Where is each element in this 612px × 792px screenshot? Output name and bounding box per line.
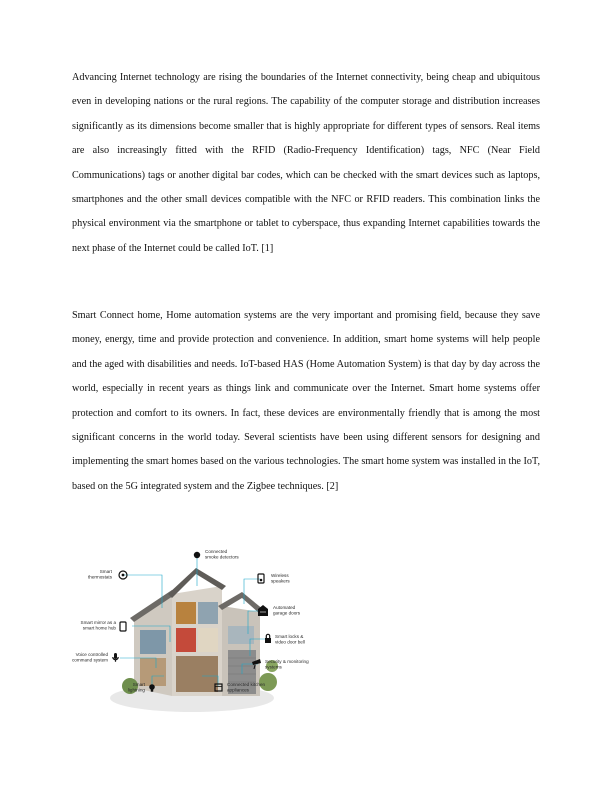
label-security-line2: systems [265,664,282,670]
label-smoke-line1: Connected [205,549,228,554]
smart-mirror-icon [120,622,126,631]
paragraph-1: Advancing Internet technology are rising the boundaries of the Internet connectivity, being cheap and ubiquitous even in developing nations or the rural regions. The capability of the computer storage and distribution increases significantly as its dimensions become smaller that is highly appropriate for different types of sensors. Real items are also increasingly fitted with the RFID (Radio-Frequency Identification) tags, NFC (Near Field Communications) tags or another digital bar codes, which can be checked with the smart devices such as laptops, smartphones and the other small devices compatible with the NFC or RFID readers. This combination links the physical environment via the smartphone or tablet to cyberspace, thus expanding Internet capabilities towards the next phase of the Internet could be called IoT. [1] [72,72,540,254]
label-mirror-line1: Smart mirror as a [80,620,116,625]
label-security-line1: Security & monitoring [265,659,309,664]
label-garage-line2: garage doors [273,610,301,616]
label-lighting-line1: Smart [132,682,145,687]
label-locks-line1: Smart locks & [275,634,304,639]
paragraph-2: Smart Connect home, Home automation systems are the very important and promising field, because they save money, energy, time and provide protection and convenience. In addition, smart home systems will help people and the aged with disabilities and needs. IoT-based HAS (Home Automation System) is that day by day across the world, especially in recent years as things link and communicate over the Internet. Smart home systems offer protection and comfort to its owners. In fact, these devices are environmentally friendly that is among the most significant concerns in the world today. Several scientists have been using different sensors for designing and implementing the smart homes based on the various technologies. The smart home system was installed in the IoT, based on the 5G integrated system and the Zigbee techniques. [2] [72,310,540,492]
label-mirror-line2: smart home hub [82,625,116,631]
label-lighting-line2: lightning [127,687,145,693]
label-speakers-line2: speakers [271,578,290,584]
label-kitchen-line2: appliances [227,687,249,693]
label-smoke-line2: smoke detectors [205,554,239,560]
label-kitchen-line1: Connected kitchen [227,682,266,687]
label-garage-line1: Automated [273,605,296,610]
label-speakers-line1: Wireless [271,573,289,578]
lock-icon [265,634,271,643]
label-thermostats-line2: thermostats [88,574,112,580]
smoke-detector-icon [194,552,200,558]
label-voice-line1: Voice controlled [75,652,108,657]
house-illustration-icon [122,568,278,696]
smart-home-figure [72,546,316,724]
label-locks-line2: video door bell [275,639,305,645]
label-voice-line2: command system [72,657,108,663]
microphone-icon [113,653,118,662]
label-thermostats-line1: Smart [99,569,112,574]
speaker-icon [258,574,264,583]
